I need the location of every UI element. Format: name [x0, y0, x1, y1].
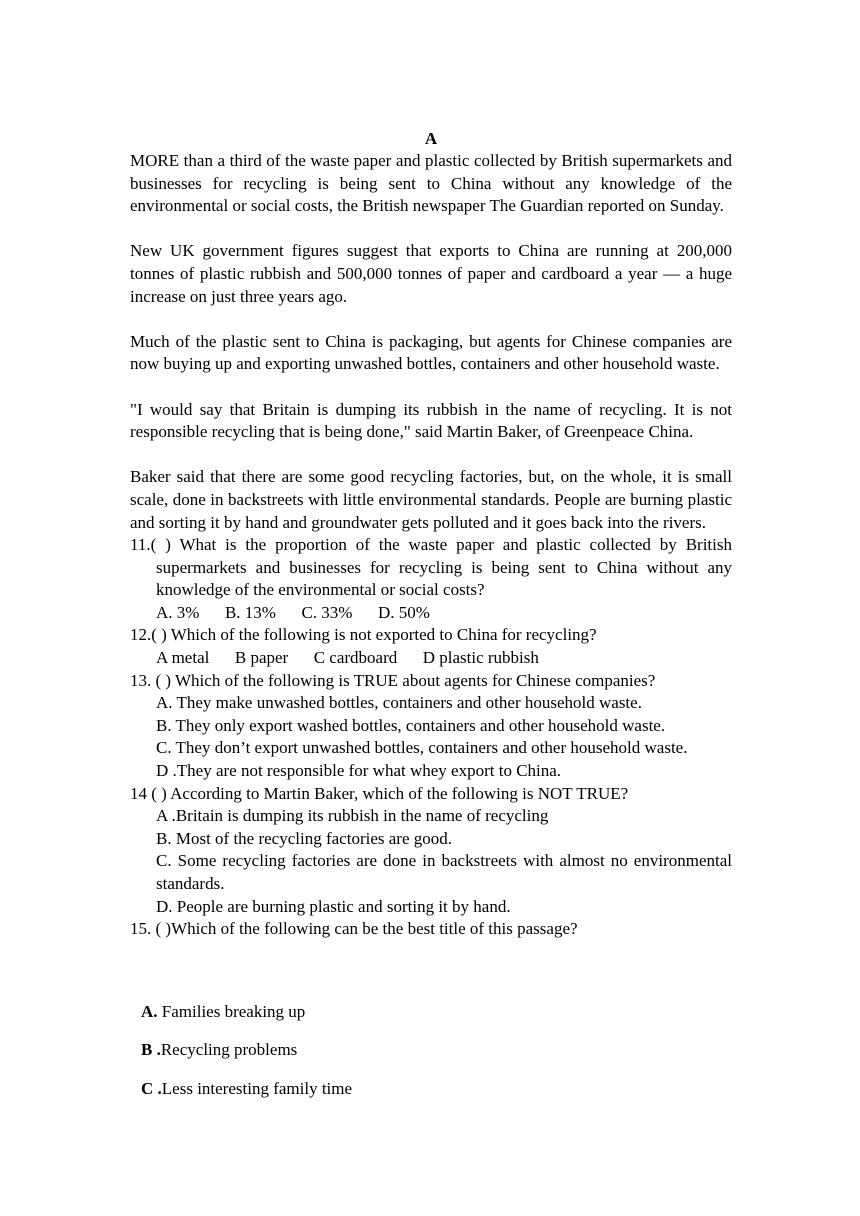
- question-15-option-a: [141, 1001, 305, 1024]
- question-14-option-b: B. Most of the recycling factories are good.: [156, 828, 452, 848]
- question-13-option-a: A. They make unwashed bottles, containers and other household waste.: [156, 693, 642, 713]
- passage-paragraph-4: "I would say that Britain is dumping its rubbish in the name of recycling. It is not responsible recycling that is being done," said Martin Baker, of Greenpeace China.: [130, 399, 732, 442]
- question-13-stem: 13. ( ) Which of the following is TRUE about agents for Chinese companies?: [130, 670, 656, 690]
- question-15-option-c-letter: C .: [141, 1079, 162, 1098]
- passage-paragraph-1: MORE than a third of the waste paper and plastic collected by British supermarkets and businesses for recycling is being sent to China without any knowledge of the environmental or social costs, the British newspaper The Guardian reported on Sunday.: [130, 151, 732, 216]
- question-14-stem: 14 ( ) According to Martin Baker, which of the following is NOT TRUE?: [130, 783, 629, 803]
- document-page: [130, 128, 732, 941]
- question-15-option-c-text: Less interesting family time: [161, 1079, 353, 1098]
- question-11-stem: 11.( ) What is the proportion of the waste paper and plastic collected by British supermarkets and businesses for recycling is being sent to China without any knowledge of the environmental or social costs?: [130, 535, 732, 600]
- question-15: [130, 918, 732, 941]
- question-14-option-d: D. People are burning plastic and sorting it by hand.: [156, 896, 511, 916]
- passage-paragraph-3: Much of the plastic sent to China is packaging, but agents for Chinese companies are now buying up and exporting unwashed bottles, containers and other household waste.: [130, 331, 732, 374]
- question-14-option-a: A .Britain is dumping its rubbish in the name of recycling: [156, 806, 549, 826]
- question-13-option-b: B. They only export washed bottles, containers and other household waste.: [156, 715, 666, 735]
- question-13-option-c: C. They don’t export unwashed bottles, containers and other household waste.: [156, 738, 688, 758]
- question-12: [130, 624, 732, 669]
- question-15-option-b: [141, 1039, 297, 1062]
- question-11-options: A. 3% B. 13% C. 33% D. 50%: [156, 602, 430, 622]
- question-12-options: A metal B paper C cardboard D plastic rubbish: [156, 648, 539, 668]
- passage-paragraph-5: Baker said that there are some good recycling factories, but, on the whole, it is small scale, done in backstreets with little environmental standards. People are burning plastic and sorting it by hand and groundwater gets polluted and it goes back into the rivers.: [130, 467, 732, 532]
- question-14: [130, 783, 732, 919]
- question-13-option-d: D .They are not responsible for what whey export to China.: [156, 761, 562, 781]
- question-15-option-a-text: Families breaking up: [157, 1002, 306, 1021]
- question-12-stem: 12.( ) Which of the following is not exported to China for recycling?: [130, 625, 597, 645]
- section-title: A: [424, 129, 438, 148]
- question-15-option-b-letter: B .: [141, 1040, 161, 1059]
- passage-paragraph-2: New UK government figures suggest that exports to China are running at 200,000 tonnes of plastic rubbish and 500,000 tonnes of paper and cardboard a year — a huge increase on just three years ago.: [130, 241, 732, 306]
- question-11: [130, 534, 732, 624]
- question-15-stem: 15. ( )Which of the following can be the best title of this passage?: [130, 919, 578, 939]
- question-15-option-b-text: Recycling problems: [160, 1040, 298, 1059]
- question-14-option-c: C. Some recycling factories are done in backstreets with almost no environmental standards.: [156, 851, 732, 893]
- question-13: [130, 670, 732, 783]
- question-15-option-a-letter: A.: [141, 1002, 158, 1021]
- question-15-option-c: [141, 1078, 352, 1101]
